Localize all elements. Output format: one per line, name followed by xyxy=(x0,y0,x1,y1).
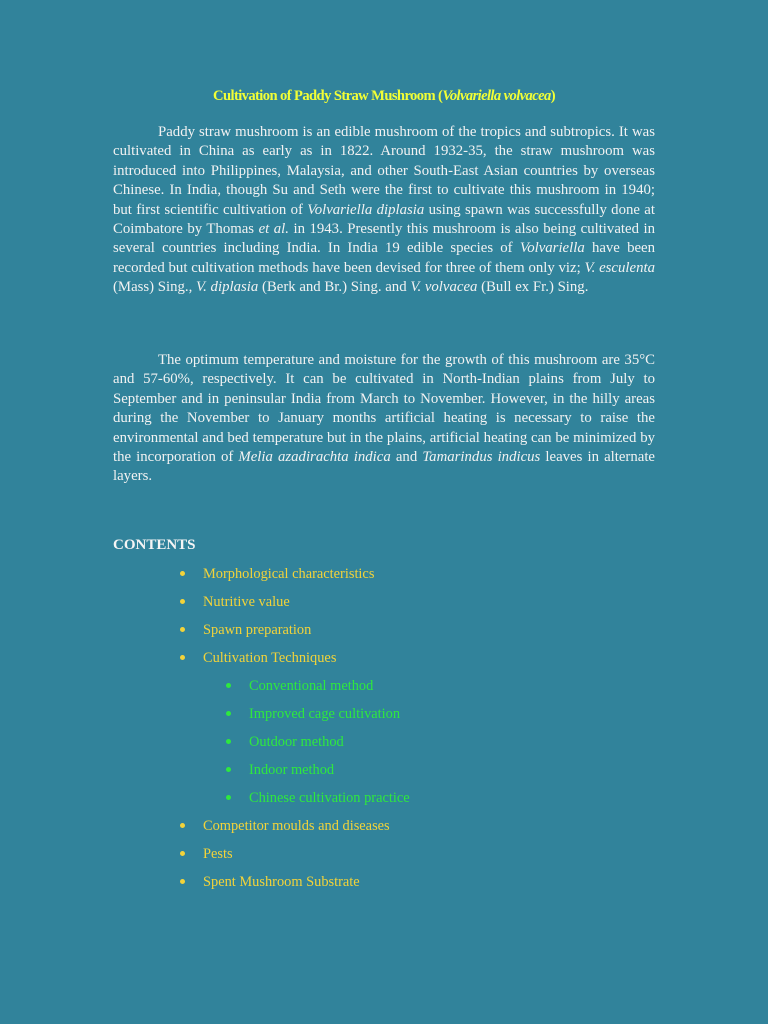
contents-item-label: Spawn preparation xyxy=(203,622,312,638)
bullet-icon xyxy=(180,599,185,604)
paragraph-text: (Bull ex Fr.) Sing. xyxy=(477,279,589,296)
contents-subitem-label: Chinese cultivation practice xyxy=(249,790,410,806)
contents-subitem-conventional-method[interactable] xyxy=(0,675,768,703)
contents-subitem-label: Outdoor method xyxy=(249,734,344,750)
contents-item-cultivation-techniques[interactable] xyxy=(0,647,768,675)
paragraph-text: and xyxy=(390,449,423,466)
paragraph-text: have been recorded but cultivation methods have been devised for three of them only viz; xyxy=(113,240,656,276)
contents-subitem-outdoor-method[interactable] xyxy=(0,731,768,759)
bullet-icon xyxy=(226,711,231,716)
contents-item-label: Morphological characteristics xyxy=(203,566,375,582)
bullet-icon xyxy=(226,795,231,800)
contents-item-pests[interactable] xyxy=(0,843,768,871)
contents-item-label: Spent Mushroom Substrate xyxy=(203,874,360,890)
bullet-icon xyxy=(180,823,185,828)
species-name: Tamarindus indicus xyxy=(422,449,541,466)
bullet-icon xyxy=(180,851,185,856)
genus-name: Volvariella xyxy=(519,240,585,257)
paragraph-text: The optimum temperature and moisture for the growth of this mushroom are 35°C and 57-60%, respectively. It can be cultivated in North-Indian plains from July to September and in peninsular India from March to November. However, in the hilly areas during the November to January months artificial heating is necessary to raise the environmental and bed temperature but in the plains, artificial heating can be minimized by the incorporation of xyxy=(113,352,655,466)
species-name: V. volvacea xyxy=(410,279,478,296)
species-name: V. diplasia xyxy=(196,279,259,296)
contents-subitem-indoor-method[interactable] xyxy=(0,759,768,787)
document-title xyxy=(0,88,768,105)
contents-item-competitor-moulds-and-diseases[interactable] xyxy=(0,815,768,843)
species-name: Melia azadirachta indica xyxy=(238,449,391,466)
citation-etal: et al. xyxy=(258,221,289,238)
bullet-icon xyxy=(180,571,185,576)
intro-paragraph xyxy=(113,123,655,298)
paragraph-text: (Berk and Br.) Sing. and xyxy=(258,279,411,296)
contents-item-label: Nutritive value xyxy=(203,594,290,610)
contents-item-label: Cultivation Techniques xyxy=(203,650,337,666)
bullet-icon xyxy=(226,767,231,772)
bullet-icon xyxy=(226,683,231,688)
paragraph-text: Paddy straw mushroom is an edible mushroom of the tropics and subtropics. It was cultivated in China as early as in 1822. Around 1932-35, the straw mushroom was introduced into Philippines, Malaysia, and other South-East Asian countries by overseas Chinese. In India, though Su and Seth were the first to cultivate this mushroom in 1940; but first scientific cultivation of xyxy=(113,124,655,218)
bullet-icon xyxy=(226,739,231,744)
bullet-icon xyxy=(180,627,185,632)
contents-item-morphological-characteristics[interactable] xyxy=(0,563,768,591)
paragraph-text: using spawn was successfully done at Coimbatore by Thomas xyxy=(113,201,655,238)
contents-subitem-label: Indoor method xyxy=(249,762,335,778)
contents-item-spent-mushroom-substrate[interactable] xyxy=(0,871,768,899)
species-name: V. esculenta xyxy=(584,259,655,276)
contents-subitem-label: Conventional method xyxy=(249,678,374,694)
contents-subitem-label: Improved cage cultivation xyxy=(249,706,401,722)
title-suffix: ) xyxy=(550,88,555,104)
paragraph-text: leaves in alternate layers. xyxy=(113,449,655,485)
paragraph-text: in 1943. Presently this mushroom is also being cultivated in several countries including India. In India 19 edible species of xyxy=(113,221,655,257)
title-species: Volvariella volvacea xyxy=(442,88,551,104)
contents-subitem-improved-cage-cultivation[interactable] xyxy=(0,703,768,731)
contents-list xyxy=(0,563,768,899)
bullet-icon xyxy=(180,655,185,660)
paragraph-text: (Mass) Sing., xyxy=(113,279,197,296)
contents-item-spawn-preparation[interactable] xyxy=(0,619,768,647)
contents-item-label: Pests xyxy=(203,846,233,862)
species-name: Volvariella diplasia xyxy=(307,201,425,218)
contents-subitem-chinese-cultivation-practice[interactable] xyxy=(0,787,768,815)
conditions-paragraph xyxy=(113,351,655,487)
title-prefix: Cultivation of Paddy Straw Mushroom ( xyxy=(213,88,443,104)
contents-heading: CONTENTS xyxy=(113,537,196,553)
contents-item-label: Competitor moulds and diseases xyxy=(203,818,390,834)
bullet-icon xyxy=(180,879,185,884)
contents-item-nutritive-value[interactable] xyxy=(0,591,768,619)
